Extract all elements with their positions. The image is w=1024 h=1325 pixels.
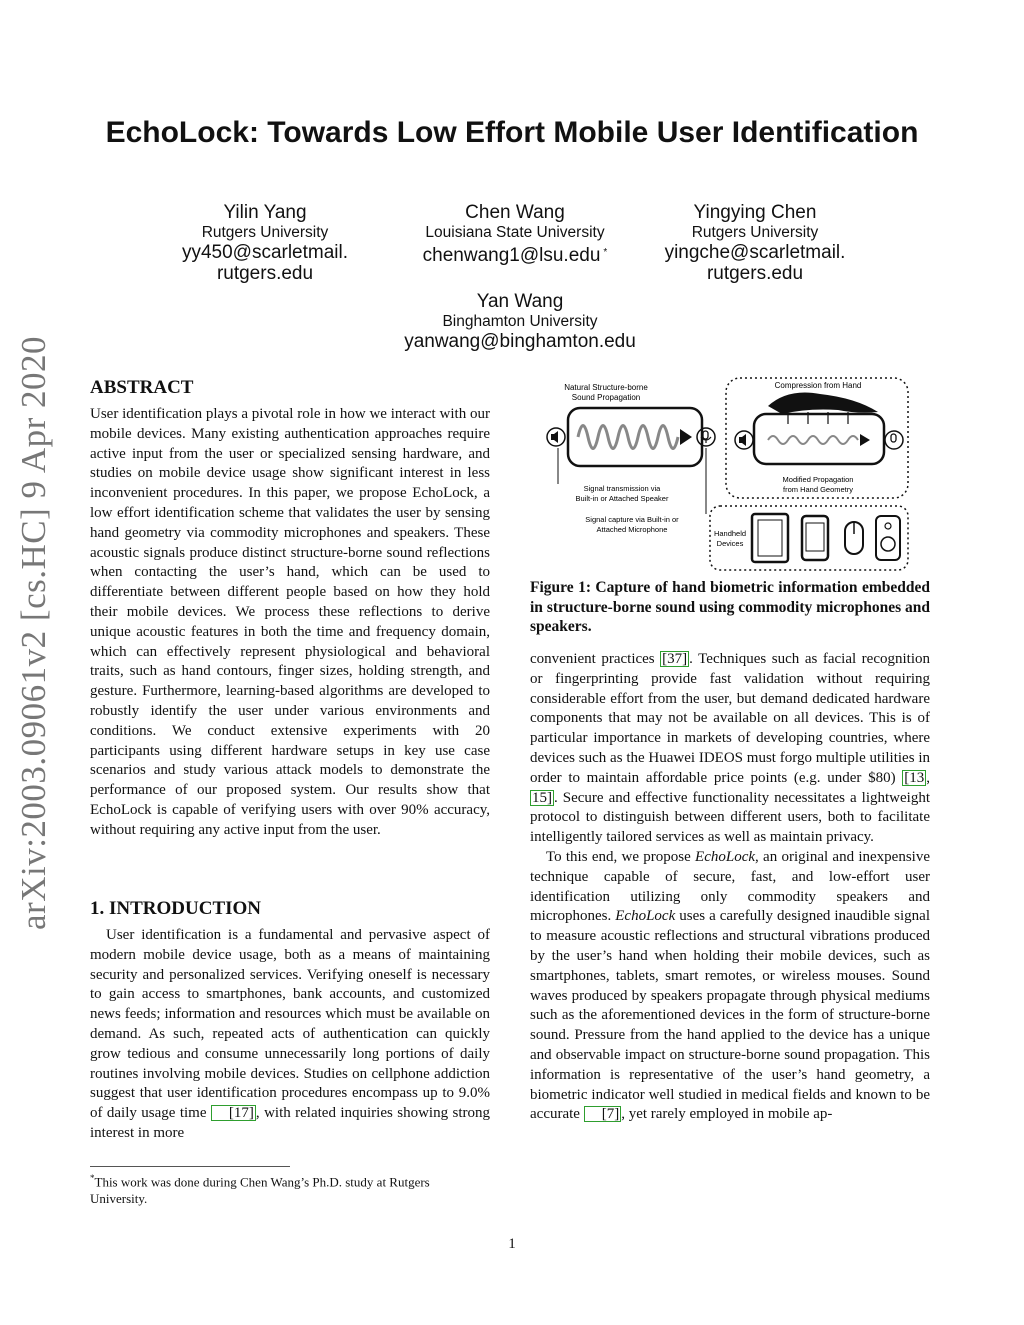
text-span: uses a carefully designed inaudible signal to measure acoustic reflections and structural vibrations produced by the user’s hand when holding their mobile devices, such as smartphones, tablets, smart remotes, or wireless mouses. Sound waves produced by speakers propagate through physical mediums such as the aforementioned devices in the form of structure-borne sound. Pressure from the hand applied to the device has a unique and observable impact on structure-borne sound propagation. This information is representative of the user’s hand geometry, a biometric indicator well studied in medical fields and known to be accurate: [530, 908, 931, 1123]
text-span: To this end, we propose: [546, 848, 696, 865]
introduction-heading: 1. INTRODUCTION: [90, 898, 262, 919]
author-block-2: [395, 201, 635, 266]
right-column-body: [530, 650, 930, 1125]
author-email-text: chenwang1@lsu.edu: [422, 245, 601, 266]
figure-caption: Figure 1: Capture of hand biometric information embedded in structure-borne sound using commodity microphones and speakers.: [530, 579, 930, 636]
remote-button: [885, 523, 891, 529]
right-paragraph-2: [530, 848, 930, 1125]
footnote-divider: [90, 1166, 290, 1167]
paper-title: EchoLock: Towards Low Effort Mobile User Identification: [105, 116, 919, 149]
citation-link[interactable]: [17]: [211, 1105, 256, 1121]
right-paragraph-1: [530, 650, 930, 848]
arxiv-identifier: arXiv:2003.09061v2 [cs.HC] 9 Apr 2020: [14, 335, 53, 930]
author-affiliation: Binghamton University: [442, 313, 598, 330]
tablet-icon: [752, 514, 788, 562]
author-affiliation: Rutgers University: [691, 224, 819, 241]
speaker-icon: [547, 428, 565, 446]
label-compression-from-hand: Compression from Hand: [774, 381, 862, 390]
text-span: ,: [926, 769, 930, 786]
citation-link[interactable]: [13: [904, 769, 925, 786]
tablet-screen: [758, 520, 782, 556]
label-handheld-devices-2: Devices: [716, 539, 744, 548]
author-email-cont: rutgers.edu: [216, 263, 314, 284]
smartphone-screen: [806, 523, 824, 551]
footnote-mark: *: [90, 1173, 95, 1183]
label-modified-propagation-2: from Hand Geometry: [782, 485, 854, 494]
intro-text-cont: , with related inquiries showing strong interest in more: [90, 1105, 490, 1141]
author-block-1: [160, 201, 370, 284]
text-span: convenient practices: [530, 651, 661, 667]
label-signal-capture: Signal capture via Built-in or: [585, 515, 679, 524]
citation-link[interactable]: [7]: [584, 1106, 622, 1122]
arrowhead-modified: [860, 434, 870, 446]
abstract-body: [90, 405, 490, 841]
footnote-marker: *: [603, 247, 608, 258]
author-email: yanwang@binghamton.edu: [404, 331, 636, 352]
remote-dpad: [881, 537, 895, 551]
arrowhead-natural: [680, 429, 692, 445]
text-span: . Techniques such as facial recognition or fingerprinting provide fast validation without requiring considerable effort from the user, but demand dedicated hardware components that may not be available on all devices. This is of particular importance in markets of developing countries, where devices such as the Huawei IDEOS must forgo multiple utilities in order to maintain affordable price points (e.g. under $80): [530, 651, 930, 786]
page-number: 1: [508, 1236, 516, 1252]
sound-wave-modified: [768, 436, 858, 444]
introduction-paragraph: [90, 926, 490, 1144]
abstract-heading: ABSTRACT: [90, 377, 194, 398]
author-email-cont: rutgers.edu: [706, 263, 804, 284]
author-email: yy450@scarletmail.: [181, 242, 349, 263]
label-natural-propagation: Natural Structure-borne: [564, 383, 648, 392]
figure-1-diagram: [538, 374, 914, 574]
system-name: EchoLock: [615, 908, 676, 925]
author-name: Yilin Yang: [223, 202, 307, 223]
intro-text: User identification is a fundamental and pervasive aspect of modern mobile device usage, both as a means of maintaining security and personalized services. Verifying oneself is necessary to gain access to smartphones, bank accounts, and customized news feeds; information and resources which must be available on demand. As such, repeated acts of authentication can quickly grow tedious and consume unnecessarily long portions of daily routines involving mobile devices. Studies on cellphone addiction suggest that user identification procedures encompass up to 9.0% of daily usage time: [90, 927, 490, 1122]
author-email: yingche@scarletmail.: [664, 242, 846, 263]
label-signal-transmission-2: Built-in or Attached Speaker: [575, 494, 669, 503]
author-email: [395, 242, 635, 266]
author-name: Yingying Chen: [693, 202, 817, 223]
citation-link[interactable]: 15]: [532, 789, 552, 806]
label-modified-propagation: Modified Propagation: [782, 475, 854, 484]
author-affiliation: Louisiana State University: [425, 224, 605, 241]
introduction-body: [90, 926, 490, 1144]
system-name: EchoLock: [695, 848, 756, 865]
microphone-icon: [697, 428, 715, 446]
sound-wave-natural: [578, 426, 678, 449]
author-block-4: [380, 290, 660, 352]
label-signal-transmission: Signal transmission via: [583, 484, 661, 493]
author-name: Chen Wang: [465, 202, 565, 223]
author-name: Yan Wang: [476, 291, 564, 312]
author-block-3: [650, 201, 860, 284]
label-natural-propagation-2: Sound Propagation: [571, 393, 641, 402]
hand-icon: [768, 393, 878, 415]
speaker-icon-2: [735, 431, 753, 449]
text-span: , an original and inexpensive technique capable of secure, fast, and low-effort user identification utilizing only commodity speakers and microphones.: [530, 848, 930, 925]
abstract-text: User identification plays a pivotal role in how we interact with our mobile devices. Many existing authentication approaches require active input from the user or specialized sensing hardware, and studies on mobile device usage show significant interest in less inconvenient procedures. In this paper, we propose EchoLock, a low effort identification scheme that validates the user by sensing hand geometry via commodity microphones and speakers. These acoustic signals produce distinct structure-borne sound reflections when contacting the user’s hand, which can be used to differentiate between different people based on how they hold their mobile devices. We process these reflections to derive unique acoustic features in both the time and frequency domain, which can effectively represent physiological and behavioral traits, such as hand contours, finger sizes, holding strength, and gesture. Furthermore, learning-based algorithms are developed to robustly identify the user under various environments and conditions. We conduct extensive experiments with 20 participants using different hardware setups in key use case scenarios and study various attack models to demonstrate the performance of our proposed system. Our results show that EchoLock is capable of verifying users with over 90% accuracy, without requiring any active input from the user.: [90, 406, 490, 838]
footnote-text: This work was done during Chen Wang’s Ph.D. study at Rutgers University.: [90, 1174, 430, 1207]
citation-link[interactable]: [37]: [662, 651, 688, 667]
text-span: . Secure and effective functionality necessitates a lightweight protocol to distinguish between different users, both to facilitate intelligently tailored services as well as maintain privacy.: [530, 789, 930, 846]
footnote: [90, 1170, 490, 1207]
author-affiliation: Rutgers University: [201, 224, 329, 241]
label-signal-capture-2: Attached Microphone: [596, 525, 668, 534]
microphone-icon-2: [885, 431, 903, 449]
label-handheld-devices: Handheld: [713, 529, 747, 538]
text-span: , yet rarely employed in mobile ap-: [621, 1106, 833, 1123]
